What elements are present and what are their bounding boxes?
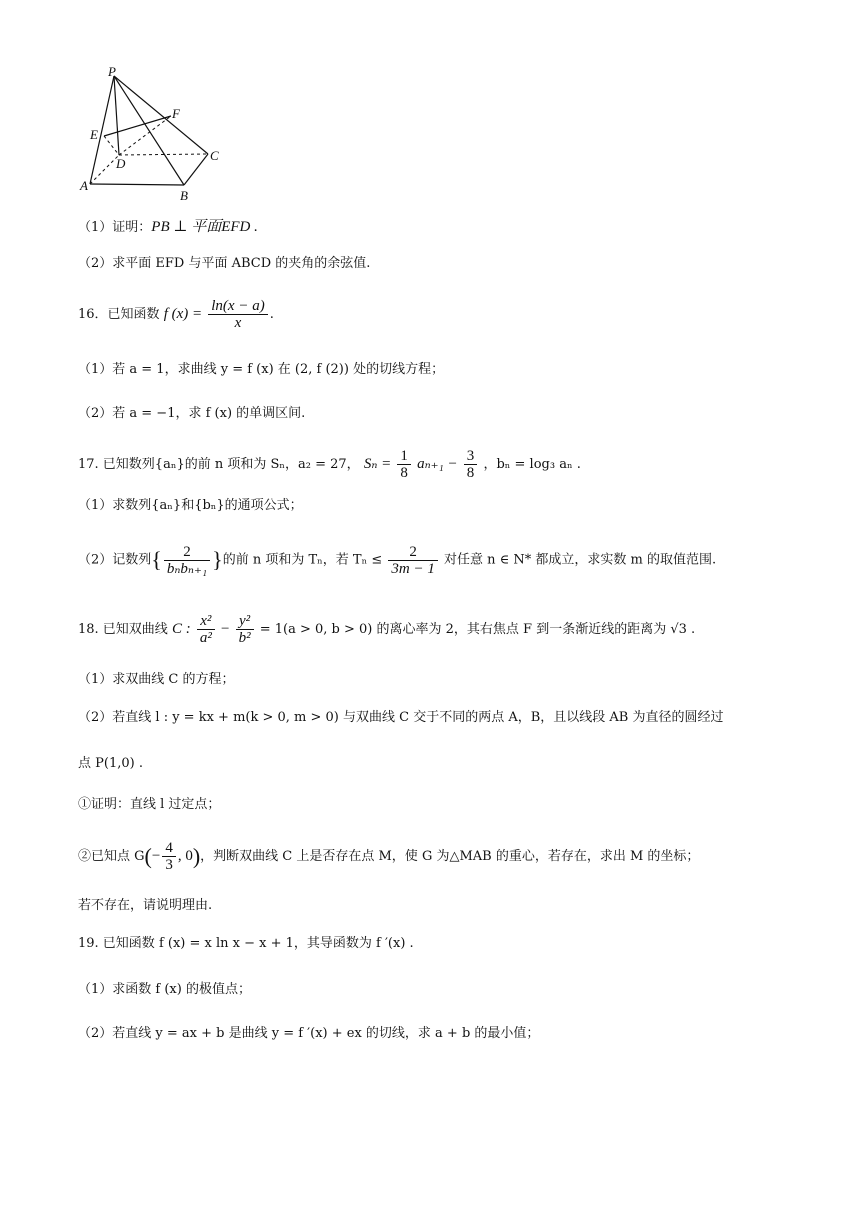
q15-part1-math: PB ⊥ 平面EFD . <box>151 219 258 235</box>
q17-sn-mid: aₙ₊₁ − <box>417 456 458 472</box>
q18-stem-a: 18. 已知双曲线 <box>78 622 168 637</box>
q17-stem-a: 17. 已知数列{aₙ}的前 n 项和为 Sₙ，a₂ = 27， <box>78 457 360 472</box>
q16-frac-den: x <box>234 315 242 331</box>
q18-paren-left: ( <box>144 843 152 869</box>
q17-p2-frac2-num: 2 <box>388 544 437 561</box>
q16-frac-num: ln(x − a) <box>208 298 267 315</box>
q16-end: . <box>269 307 274 322</box>
q16-stem <box>78 296 274 333</box>
edge-ED <box>104 136 119 155</box>
q17-brace-left: { <box>151 547 162 572</box>
label-E: E <box>90 127 98 142</box>
q18-g-zero: , 0 <box>177 848 193 864</box>
q18-sub2-b: ，判断双曲线 C 上是否存在点 M，使 G 为△MAB 的重心，若存在，求出 M 的坐标； <box>200 849 700 864</box>
q15-part1 <box>78 217 258 238</box>
q17-brace-right: } <box>212 547 223 572</box>
q17-frac1-num: 1 <box>397 448 411 465</box>
edge-BC <box>184 154 208 185</box>
edge-AD <box>90 155 119 184</box>
q17-p2-frac-den: bₙbₙ₊₁ <box>166 560 208 577</box>
edge-DF <box>119 116 171 155</box>
q18-y-num: y² <box>236 613 254 630</box>
q19-part2: （2）若直线 y = ax + b 是曲线 y = f ′(x) + ex 的切线，求 a + b 的最小值； <box>78 1026 540 1041</box>
q18-sub1: ①证明：直线 l 过定点； <box>78 797 221 812</box>
q18-stem-b: = 1(a > 0, b > 0) 的离心率为 2，其右焦点 F 到一条渐近线的距离为 √3 . <box>259 622 696 637</box>
q16-prefix: 16．已知函数 <box>78 307 160 322</box>
q17-frac1-den: 8 <box>400 465 408 481</box>
q18-part2a: （2）若直线 l : y = kx + m(k > 0, m > 0) 与双曲线 C 交于不同的两点 A，B，且以线段 AB 为直径的圆经过 <box>78 710 724 725</box>
q17-part2 <box>78 540 716 581</box>
q17-frac2-den: 8 <box>466 465 475 481</box>
label-D: D <box>116 156 126 171</box>
q18-c-lhs: C : <box>171 621 191 637</box>
q18-neg: − <box>151 848 161 864</box>
q17-part2-b: 的前 n 项和为 Tₙ，若 Tₙ ≤ <box>222 552 383 568</box>
label-B: B <box>180 188 188 203</box>
q17-part2-a: （2）记数列 <box>78 552 152 568</box>
q17-sn-lhs: Sₙ = <box>363 456 392 472</box>
q18-part1: （1）求双曲线 C 的方程； <box>78 672 235 687</box>
q18-part2b: 点 P(1,0) . <box>78 756 143 771</box>
q17-frac1 <box>397 448 411 481</box>
q16-fraction <box>208 298 267 331</box>
q19-stem: 19. 已知函数 f (x) = x ln x − x + 1，其导函数为 f ′(x) . <box>78 936 414 951</box>
q18-sub2 <box>78 836 699 877</box>
label-A: A <box>80 178 88 193</box>
q18-y-frac <box>236 613 254 646</box>
q17-stem <box>78 446 581 483</box>
edge-AB <box>90 184 184 185</box>
q18-sub2-a: ②已知点 G <box>78 849 145 864</box>
q17-p2-frac2-den: 3m − 1 <box>391 560 435 577</box>
q18-paren-right: ) <box>192 843 201 869</box>
q18-x-num: x² <box>197 613 215 630</box>
q15-part2: （2）求平面 EFD 与平面 ABCD 的夹角的余弦值. <box>78 256 371 271</box>
q17-frac2-num: 3 <box>464 448 478 465</box>
q18-g-num: 4 <box>162 840 176 857</box>
q18-minus: − <box>220 621 230 637</box>
edge-PC <box>114 76 208 154</box>
edge-PD <box>114 76 119 155</box>
q18-y-den: b² <box>238 630 251 646</box>
q18-g-den: 3 <box>165 857 173 873</box>
q17-p2-frac2 <box>388 544 437 577</box>
q18-sub3: 若不存在，请说明理由. <box>78 898 213 913</box>
pyramid-figure <box>76 64 236 204</box>
q18-x-frac <box>197 613 215 646</box>
label-F: F <box>172 106 180 121</box>
q18-g-frac <box>162 840 176 873</box>
q16-part2: （2）若 a = −1，求 f (x) 的单调区间. <box>78 406 306 421</box>
q17-p2-frac <box>164 544 210 577</box>
q16-part1: （1）若 a = 1，求曲线 y = f (x) 在 (2, f (2)) 处的切线方程； <box>78 362 445 377</box>
q18-x-den: a² <box>199 630 212 646</box>
q17-frac2 <box>464 448 478 481</box>
q17-stem-b: ，bₙ = log₃ aₙ . <box>483 457 581 472</box>
q18-stem <box>78 610 695 649</box>
q15-part1-prefix: （1）证明： <box>78 220 152 235</box>
q17-part2-c: 对任意 n ∈ N* 都成立，求实数 m 的取值范围. <box>443 552 717 568</box>
label-C: C <box>210 148 219 163</box>
q17-part1: （1）求数列{aₙ}和{bₙ}的通项公式； <box>78 498 303 513</box>
q17-p2-frac-num: 2 <box>164 544 210 561</box>
edge-DC <box>119 154 208 155</box>
label-P: P <box>108 64 116 79</box>
edge-EF <box>104 116 171 136</box>
q19-part1: （1）求函数 f (x) 的极值点； <box>78 982 251 997</box>
q16-f-lhs: f (x) = <box>163 306 203 322</box>
